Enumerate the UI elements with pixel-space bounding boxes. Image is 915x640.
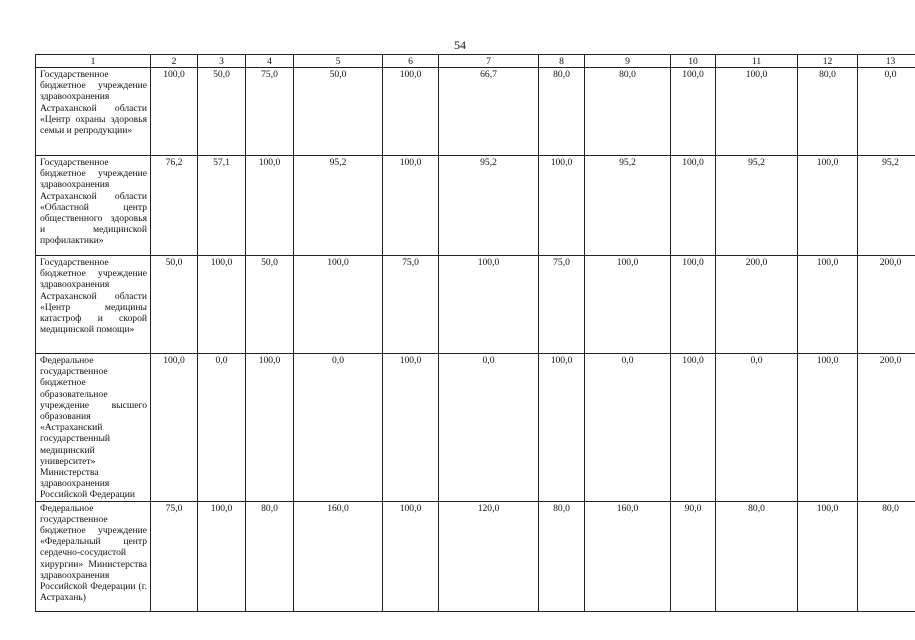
institution-name: Федеральное государственное бюджетное учреждение «Федеральный центр сердечно-сосудистой хирургии» Министерства здравоохранения Российской Федерации (г. Астрахань) [36,501,151,611]
table-cell: 100,0 [198,256,246,354]
column-header: 11 [716,55,798,68]
table-cell: 80,0 [585,68,671,156]
table-cell: 95,2 [439,156,539,256]
table-cell: 80,0 [858,501,915,611]
table-cell: 100,0 [246,156,294,256]
table-cell: 100,0 [383,68,439,156]
column-header: 9 [585,55,671,68]
table-cell: 160,0 [294,501,383,611]
table-cell: 80,0 [716,501,798,611]
table-cell: 75,0 [539,256,585,354]
table-cell: 200,0 [716,256,798,354]
column-header: 2 [151,55,198,68]
column-header: 5 [294,55,383,68]
page-number: 54 [454,38,466,52]
column-header: 8 [539,55,585,68]
column-header: 6 [383,55,439,68]
table-cell: 100,0 [539,156,585,256]
table-cell: 95,2 [858,156,915,256]
table-cell: 100,0 [294,256,383,354]
table-cell: 75,0 [383,256,439,354]
table-cell: 75,0 [246,68,294,156]
table-cell: 66,7 [439,68,539,156]
table-cell: 90,0 [671,501,716,611]
table-cell: 0,0 [294,354,383,502]
table-cell: 0,0 [198,354,246,502]
table-cell: 100,0 [439,256,539,354]
table-cell: 100,0 [151,68,198,156]
table-cell: 160,0 [585,501,671,611]
table-cell: 50,0 [246,256,294,354]
table-cell: 100,0 [798,256,858,354]
table-cell: 100,0 [798,501,858,611]
table-row [36,156,915,256]
table-cell: 100,0 [671,256,716,354]
institution-name: Государственное бюджетное учреждение здравоохранения Астраханской области «Центр медицины катастроф и скорой медицинской помощи» [36,256,151,354]
table-cell: 100,0 [798,354,858,502]
institution-name: Федеральное государственное бюджетное образовательное учреждение высшего образования «Астраханский государственный медицинский университет» Министерства здравоохранения Российской Федерации [36,354,151,502]
column-header: 7 [439,55,539,68]
table-cell: 50,0 [151,256,198,354]
institution-name: Государственное бюджетное учреждение здравоохранения Астраханской области «Областной центр общественного здоровья и медицинской профилактики» [36,156,151,256]
report-table [35,54,915,612]
table-cell: 57,1 [198,156,246,256]
table-cell: 80,0 [539,68,585,156]
institution-name: Государственное бюджетное учреждение здравоохранения Астраханской области «Центр охраны здоровья семьи и репродукции» [36,68,151,156]
table-cell: 100,0 [539,354,585,502]
table-cell: 0,0 [858,68,915,156]
table-cell: 50,0 [198,68,246,156]
table-cell: 95,2 [585,156,671,256]
table-cell: 100,0 [585,256,671,354]
table-cell: 100,0 [671,354,716,502]
table-cell: 100,0 [716,68,798,156]
table-cell: 100,0 [151,354,198,502]
column-header: 1 [36,55,151,68]
table-cell: 80,0 [246,501,294,611]
table-cell: 95,2 [716,156,798,256]
table-cell: 0,0 [439,354,539,502]
table-cell: 100,0 [383,354,439,502]
table-row [36,354,915,502]
table-cell: 100,0 [798,156,858,256]
column-header: 13 [858,55,915,68]
column-header: 12 [798,55,858,68]
column-header: 10 [671,55,716,68]
table-cell: 95,2 [294,156,383,256]
column-header: 3 [198,55,246,68]
table-cell: 80,0 [798,68,858,156]
table-cell: 100,0 [383,156,439,256]
table-cell: 0,0 [716,354,798,502]
table-cell: 120,0 [439,501,539,611]
table-row [36,256,915,354]
table-cell: 75,0 [151,501,198,611]
table-cell: 80,0 [539,501,585,611]
table-cell: 50,0 [294,68,383,156]
table-cell: 200,0 [858,354,915,502]
table-row [36,501,915,611]
table-cell: 76,2 [151,156,198,256]
column-header: 4 [246,55,294,68]
table-row [36,68,915,156]
table-cell: 200,0 [858,256,915,354]
header-row [36,55,915,68]
table-cell: 100,0 [671,68,716,156]
table-cell: 0,0 [585,354,671,502]
table-cell: 100,0 [383,501,439,611]
table-cell: 100,0 [198,501,246,611]
table-cell: 100,0 [671,156,716,256]
table-cell: 100,0 [246,354,294,502]
